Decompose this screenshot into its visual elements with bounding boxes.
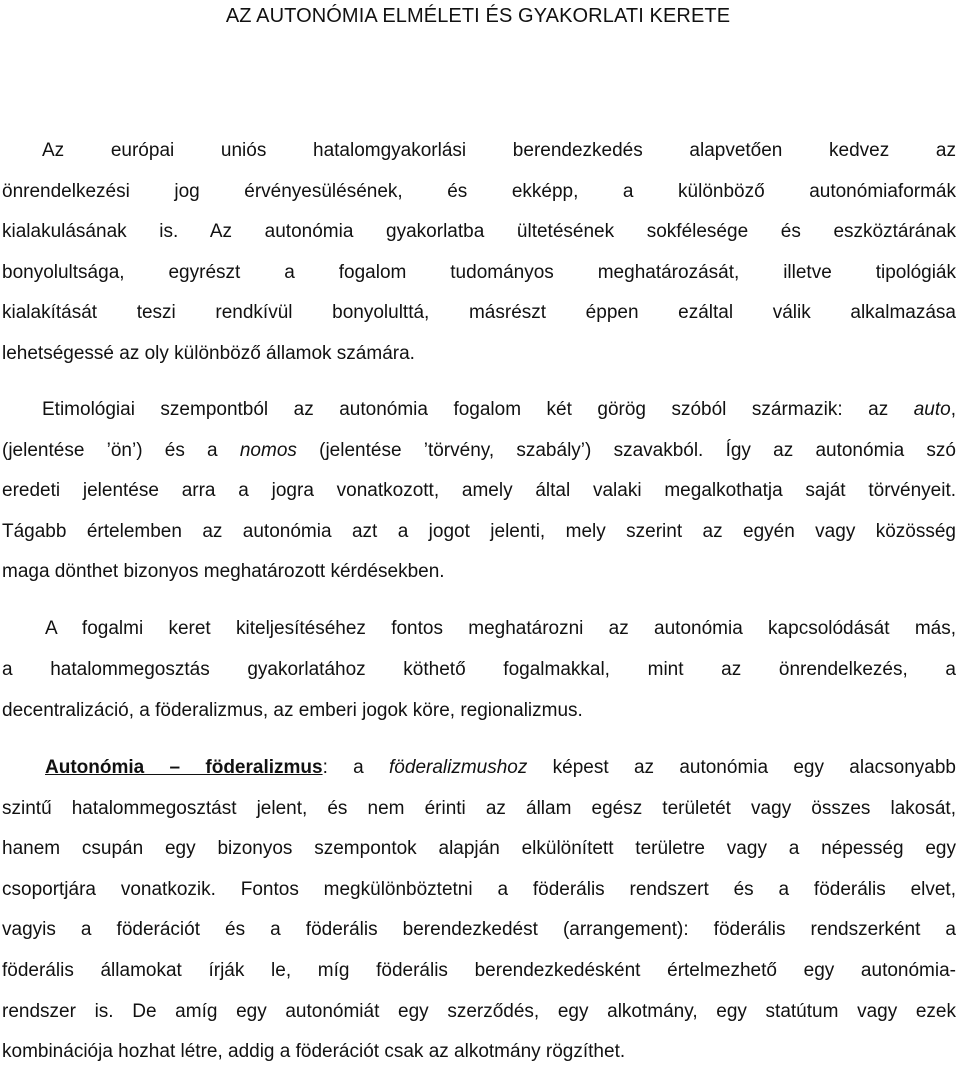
text-line: Az európai uniós hatalomgyakorlási berendezkedés alapvetően kedvez az: [42, 140, 956, 161]
text-line: [2, 748, 956, 789]
text-line: kialakulásának is. Az autonómia gyakorlatba ültetésének sokfélesége és eszköztárának: [2, 221, 956, 243]
text-run: ,: [950, 399, 956, 420]
paragraph-autonomy-federalism: [2, 748, 956, 1073]
text-run: képest az autonómia egy alacsonyabb: [527, 757, 956, 778]
text-line: A fogalmi keret kiteljesítéséhez fontos meghatározni az autonómia kapcsolódását más,: [45, 618, 956, 639]
text-line: rendszer is. De amíg egy autonómiát egy szerződés, egy alkotmány, egy statútum vagy ezek: [2, 1000, 956, 1022]
text-line: maga dönthet bizonyos meghatározott kérdésekben.: [2, 561, 445, 583]
text-run: Etimológiai szempontból az autonómia fogalom két görög szóból származik: az: [42, 399, 914, 420]
italic-term-auto: auto: [913, 399, 951, 420]
text-run: : a: [322, 757, 390, 778]
text-line: vagyis a föderációt és a föderális berendezkedést (arrangement): föderális rendszerként a: [2, 919, 956, 941]
text-line: hanem csupán egy bizonyos szempontok alapján elkülönített területre vagy a népesség egy: [2, 838, 956, 860]
paragraph-conceptual-framework: [2, 609, 956, 731]
bold-underlined-term: Autonómia – föderalizmus: [45, 757, 323, 778]
italic-term-foderalizmushoz: föderalizmushoz: [389, 757, 528, 778]
text-run: (jelentése ’törvény, szabály’) szavakból. Így az autonómia szó: [296, 439, 956, 461]
text-line: önrendelkezési jog érvényesülésének, és ekképp, a különböző autonómiaformák: [2, 180, 956, 202]
paragraph-etymology: [2, 390, 956, 593]
text-line: a hatalommegosztás gyakorlatához köthető fogalmakkal, mint az önrendelkezés, a: [2, 658, 956, 680]
text-line: decentralizáció, a föderalizmus, az emberi jogok köre, regionalizmus.: [2, 699, 583, 721]
text-line: Tágabb értelemben az autonómia azt a jogot jelenti, mely szerint az egyén vagy közösség: [2, 520, 956, 542]
text-line: [2, 431, 956, 472]
text-line: csoportjára vonatkozik. Fontos megkülönböztetni a föderális rendszert és a föderális elvet,: [2, 878, 956, 900]
paragraph-eu-autonomy: [2, 131, 956, 375]
text-line: szintű hatalommegosztást jelent, és nem érinti az állam egész területét vagy összes lakosát,: [2, 797, 956, 819]
text-line: kombinációja hozhat létre, addig a föderációt csak az alkotmány rögzíthet.: [2, 1041, 626, 1063]
italic-term-nomos: nomos: [239, 439, 297, 461]
text-run: (jelentése ’ön’) és a: [2, 439, 240, 461]
text-line: föderális államokat írják le, míg föderális berendezkedésként értelmezhető egy autonómia-: [2, 959, 956, 981]
text-line: lehetségessé az oly különböző államok számára.: [2, 342, 415, 364]
text-line: kialakítását teszi rendkívül bonyolulttá, másrészt éppen ezáltal válik alkalmazása: [2, 302, 956, 324]
text-line: bonyolultsága, egyrészt a fogalom tudományos meghatározását, illetve tipológiák: [2, 261, 956, 283]
document-title: AZ AUTONÓMIA ELMÉLETI ÉS GYAKORLATI KERETE: [225, 5, 731, 27]
text-line: [2, 390, 956, 431]
text-line: eredeti jelentése arra a jogra vonatkozott, amely által valaki megalkothatja saját törvényeit.: [2, 480, 956, 502]
